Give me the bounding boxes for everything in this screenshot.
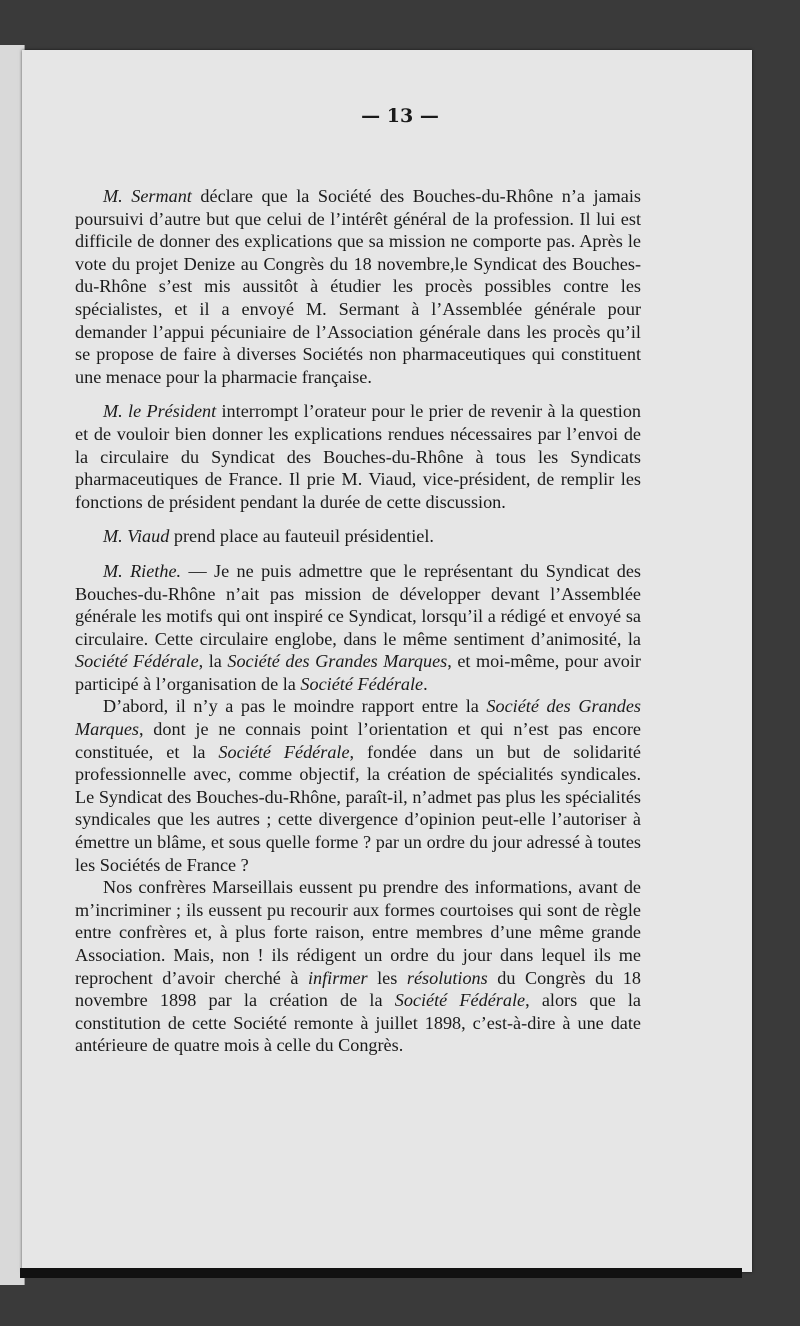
body-text: [75, 185, 641, 1057]
paragraph-confreres: [75, 876, 641, 1057]
paragraph-text: D’abord, il n’y a pas le moindre rapport entre la: [103, 696, 487, 717]
paragraph-text: les: [367, 967, 407, 988]
paragraph-text: déclare que la Société des Bouches-du-Rhône n’a jamais poursuivi d’autre but que celui de l’intérêt général de la profession. Il lui est difficile de donner des explications que sa mission ne comporte pas. Après le vote du projet Denize au Congrès du 18 novembre,le Syndicat des Bouches-du-Rhône s’est mis aussitôt à étudier les procès possibles contre les spécialistes, et il a envoyé M. Sermant à l’Assemblée générale pour demander l’appui pécuniaire de l’Association générale dans les procès qu’il se propose de faire à diverses Sociétés non pharmaceutiques qui constituent une menace pour la pharmacie française.: [75, 186, 641, 387]
paragraph-dabord: [75, 695, 641, 876]
italic-term: résolutions: [406, 967, 488, 988]
paragraph-text: , et moi-même, pour avoir participé à l’organisation de la: [75, 651, 641, 694]
paragraph-text: , la: [198, 651, 228, 672]
paragraph-text: — Je ne puis admettre que le représentant du Syndicat des Bouches-du-Rhône n’ait pas mission de développer devant l’Assemblée générale les motifs qui ont inspiré ce Syndicat, lorsqu’il a rédigé et envoyé sa circulaire. Cette circulaire englobe, dans le même sentiment d’animosité, la: [75, 560, 641, 649]
paragraph-text: , dont je ne connais point l’orientation et qui n’est pas encore constituée, et la: [75, 719, 641, 762]
page-bottom-shadow: [20, 1268, 742, 1278]
paragraph-text: interrompt l’orateur pour le prier de revenir à la question et de vouloir bien donner les explications rendues nécessaires par l’envoi de la circulaire du Syndicat des Bouches-du-Rhône à tous les Syndicats pharmaceutiques de France. Il prie M. Viaud, vice-président, de remplir les fonctions de président pendant la durée de cette discussion.: [75, 401, 642, 512]
paragraph-text: .: [423, 673, 428, 694]
paragraph-sermant: [75, 185, 641, 388]
paragraph-text: , fondée dans un but de solidarité professionnelle avec, comme objectif, la création de spécialités syndicales. Le Syndicat des Bouches-du-Rhône, paraît-il, n’admet pas plus les spécialités syndicales que les autres ; cette divergence d’opinion peut-elle l’autoriser à émettre un blâme, et sous quelle forme ? par un ordre du jour adressé à toutes les Sociétés de France ?: [75, 741, 641, 875]
paragraph-text: du Congrès du 18 novembre 1898 par la création de la: [75, 967, 641, 1011]
italic-term: Société Fédérale: [394, 990, 526, 1011]
italic-term: infirmer: [307, 967, 368, 988]
paragraph-text: Nos confrères Marseillais eussent pu prendre des informations, avant de m’incriminer ; ils eussent pu recourir aux formes courtoises qui sont de règle entre confrères et, à plus forte raison, entre membres d’une même grande Association. Mais, non ! ils rédigent un ordre du jour dans lequel ils me reprochent d’avoir cherché à: [75, 877, 641, 988]
paragraph-president: [75, 400, 641, 513]
speaker-name: M. Riethe.: [103, 560, 182, 581]
italic-term: Société Fédérale: [75, 651, 199, 672]
speaker-name: M. le Président: [103, 401, 217, 422]
paragraph-text: , alors que la constitution de cette Société remonte à juillet 1898, c’est-à-dire à une date antérieure de quatre mois à celle du Congrès.: [75, 990, 641, 1056]
paragraph-text: prend place au fauteuil présidentiel.: [169, 526, 434, 547]
italic-term: Société des Grandes Marques: [227, 651, 448, 672]
paragraph-viaud: [75, 525, 641, 548]
speaker-name: M. Sermant: [103, 186, 192, 206]
italic-term: Société des Grandes Marques: [75, 696, 641, 740]
italic-term: Société Fédérale: [218, 741, 350, 762]
paragraph-riethe: [75, 560, 641, 696]
speaker-name: M. Viaud: [103, 526, 170, 547]
italic-term: Société Fédérale: [300, 673, 424, 694]
page-number: — 13 —: [361, 105, 439, 127]
